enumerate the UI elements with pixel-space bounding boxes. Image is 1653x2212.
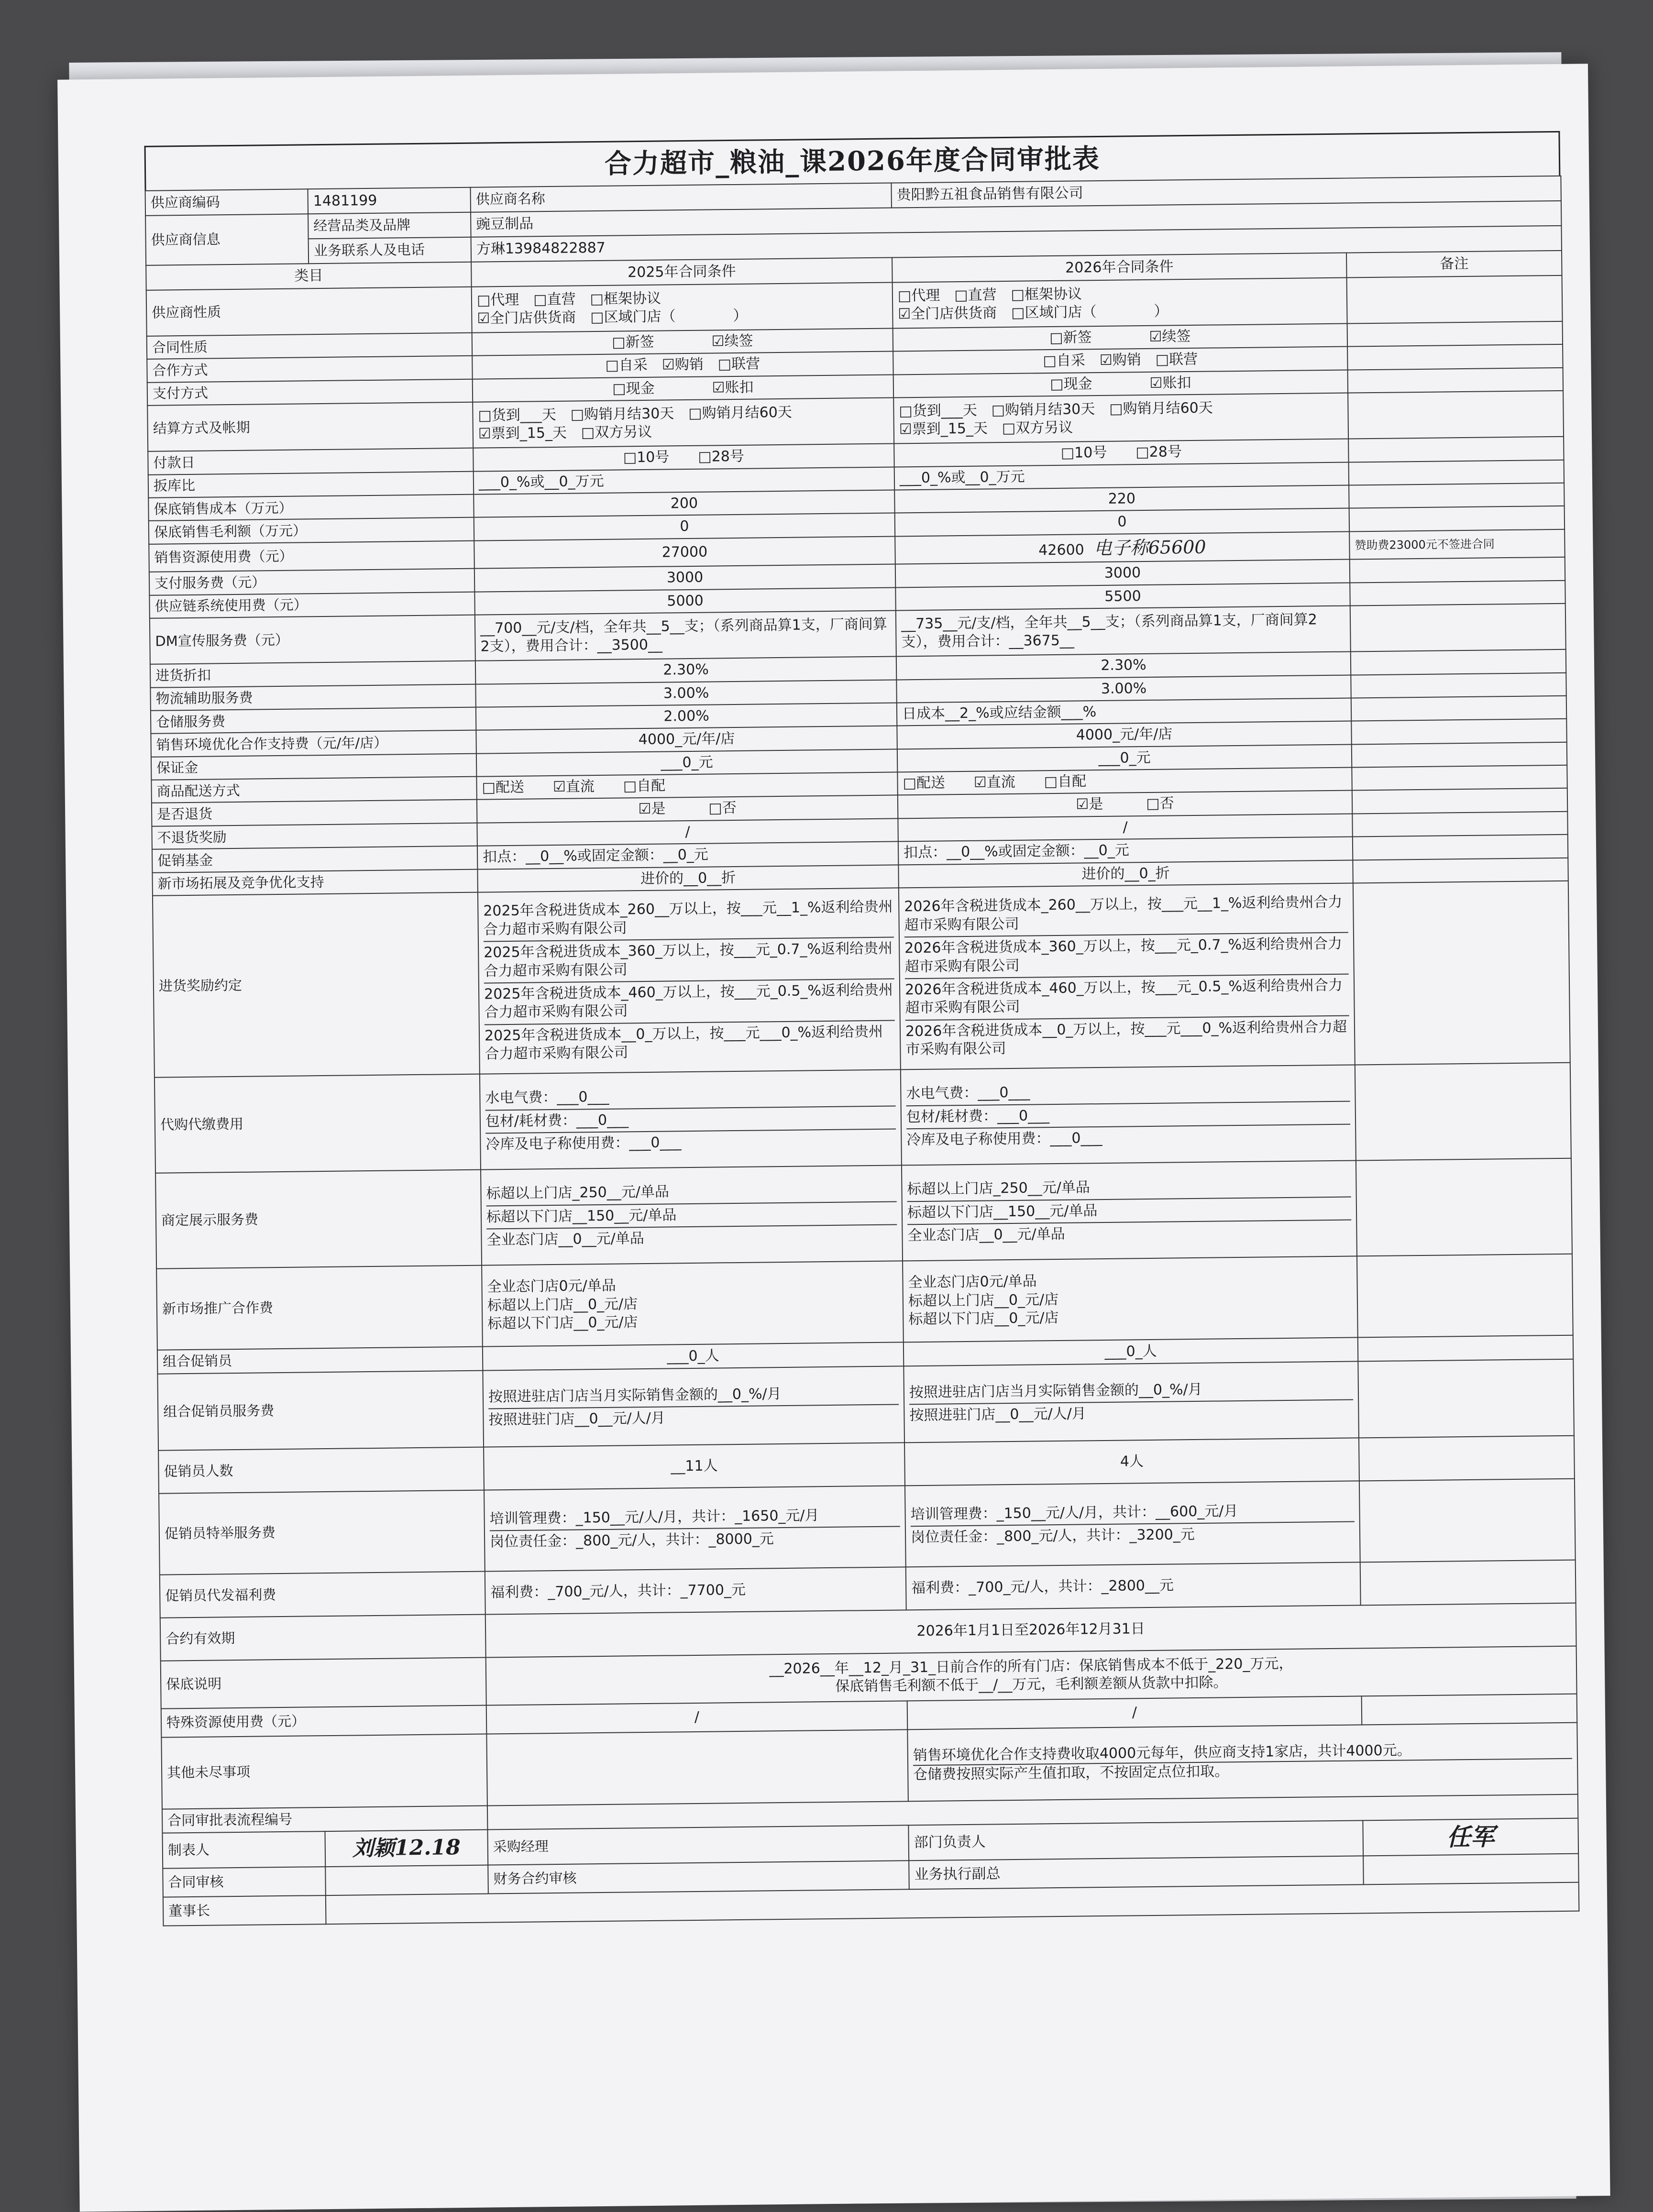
- rebate-label: 进货奖励约定: [153, 892, 480, 1078]
- remark: [1358, 1359, 1574, 1438]
- row-label: 物流辅助服务费: [150, 684, 475, 711]
- row-label: 保底销售毛利额（万元）: [149, 517, 474, 544]
- remark: [1352, 742, 1567, 767]
- value-2026: □代理 □直营 □框架协议 ☑全门店供货商 □区域门店（ ）: [893, 278, 1347, 329]
- rebate-2026-line: 2026年含税进货成本_460_万以上，按___元_0.5_%返利给贵州合力超市采购有限公司: [905, 975, 1349, 1021]
- maker-signature: 刘颖12.18: [325, 1830, 488, 1867]
- term-label: 合约有效期: [160, 1615, 486, 1661]
- value-2025: /: [477, 818, 898, 846]
- display-2025-line: 标超以下门店__150__元/单品: [486, 1202, 897, 1229]
- value-2025: ___0_元: [476, 749, 897, 777]
- rebate-2025-line: 2025年含税进货成本_260__万以上，按___元__1_%返利给贵州合力超市采购有限公司: [483, 896, 894, 942]
- brand-label: 经营品类及品牌: [308, 212, 471, 239]
- value-2026: □现金 ☑账扣: [893, 370, 1348, 397]
- rebate-2026-line: 2026年含税进货成本__0_万以上，按___元___0_%返利给贵州合力超市采购有限公司: [905, 1018, 1347, 1058]
- value-2026: __735__元/支/档，全年共__5__支；（系列商品算1支，厂商间算2支），费用合计：__3675__: [896, 606, 1351, 657]
- rebate-2026-line: 2026年含税进货成本_360_万以上，按___元_0.7_%返利给贵州合力超市采购有限公司: [904, 933, 1349, 979]
- row-label: 保底销售成本（万元）: [148, 495, 474, 521]
- value-2025: ☑是 □否: [477, 795, 898, 823]
- value-2026: 42600 电子称65600: [895, 531, 1350, 564]
- value-2026: ☑是 □否: [898, 791, 1352, 818]
- exec-label: 业务执行副总: [909, 1856, 1364, 1889]
- remark: [1351, 696, 1566, 721]
- remark: [1348, 437, 1564, 462]
- finance-label: 财务合约审核: [488, 1860, 909, 1893]
- value-2026: 2.30%: [896, 652, 1351, 680]
- value-2025: □自采 ☑购销 □联营: [472, 352, 893, 379]
- row-label: 扳库比: [148, 471, 474, 498]
- promoter-svc-2025-line: 培训管理费：_150__元/人/月，共计：_1650_元/月: [489, 1504, 900, 1531]
- special-2025: /: [486, 1701, 908, 1734]
- handwritten-note: 电子称65600: [1093, 536, 1206, 559]
- promoter-count-2025: __11人: [484, 1442, 905, 1490]
- row-label: 新市场拓展及竞争优化支持: [152, 869, 477, 896]
- brand-value: 豌豆制品: [471, 201, 1561, 237]
- remark: [1358, 1335, 1573, 1362]
- other-note-2: 仓储费按照实际产生值扣取，不按固定点位扣取。: [913, 1763, 1229, 1783]
- promoter-svc-2026: [905, 1481, 1360, 1567]
- value-2025: 2.30%: [475, 657, 896, 684]
- chair-label: 董事长: [163, 1895, 326, 1926]
- dept-signature: 任军: [1363, 1818, 1578, 1856]
- value-2026: □10号 □28号: [894, 439, 1348, 467]
- supplier-info-label: 供应商信息: [145, 214, 309, 265]
- display-2025-line: 全业态门店__0__元/单品: [486, 1230, 644, 1249]
- value-2025: 27000: [474, 536, 895, 569]
- value-2026: ___0_%或__0_万元: [894, 462, 1349, 490]
- value-2026: 日成本__2_%或应结金额___%: [897, 698, 1351, 726]
- form-title: 合力超市_粮油_课2026年度合同审批表: [144, 131, 1561, 190]
- row-label: 供应链系统使用费（元）: [149, 592, 474, 618]
- proxy-2025-line: 水电气费：___0___: [485, 1083, 895, 1111]
- display-2025: [481, 1165, 903, 1265]
- remark: [1351, 719, 1566, 744]
- row-label: 商品配送方式: [151, 777, 476, 803]
- promo-fee-2026-line: 按照进驻门店__0__元/人/月: [909, 1405, 1086, 1424]
- guarantee-line1: __2026__年__12_月_31_日前合作的所有门店：保底销售成本不低于_220_万元，: [769, 1655, 1293, 1678]
- value-2025: □10号 □28号: [473, 444, 894, 472]
- remark: [1357, 1254, 1573, 1338]
- promo-fee-2025: [483, 1366, 904, 1447]
- value-2026: 3000: [895, 560, 1350, 587]
- remark: [1359, 1479, 1576, 1563]
- audit-value: [325, 1865, 488, 1896]
- row-label: 保证金: [151, 753, 476, 780]
- column-2026: 2026年合同条件: [892, 253, 1346, 283]
- remark: [1350, 604, 1566, 652]
- remark: [1351, 672, 1566, 698]
- promoter-count-label: 促销员人数: [158, 1447, 484, 1494]
- newmarket-2026: 全业态门店0元/单品 标超以上门店__0_元/店 标超以下门店__0_元/店: [903, 1256, 1358, 1342]
- remark: [1348, 368, 1563, 393]
- value-2025: 0: [474, 513, 895, 541]
- promo-fee-label: 组合促销员服务费: [157, 1371, 484, 1451]
- rebate-2025: [478, 888, 901, 1074]
- other-note-1: 销售环境优化合作支持费收取4000元每年，供应商支持1家店，共计4000元。: [913, 1739, 1572, 1766]
- flow-label: 合同审批表流程编号: [162, 1806, 487, 1833]
- value-2025: 2.00%: [476, 703, 897, 730]
- remark: [1349, 460, 1564, 485]
- row-label: 供应商性质: [146, 287, 472, 336]
- newmarket-2025: 全业态门店0元/单品 标超以上门店__0_元/店 标超以下门店__0_元/店: [482, 1261, 904, 1346]
- exec-value: [1363, 1854, 1579, 1885]
- remark: [1352, 788, 1567, 814]
- proxy-2025-line: 冷库及电子称使用费：___0___: [485, 1134, 682, 1153]
- form-table: [145, 176, 1580, 1926]
- row-label: 付款日: [148, 448, 473, 475]
- supplier-code-label: 供应商编码: [145, 189, 309, 216]
- value-2026: 3.00%: [896, 675, 1351, 703]
- remark: [1351, 649, 1566, 675]
- remark: [1347, 275, 1563, 324]
- proxy-2026-line: 包材/耗材费：___0___: [906, 1101, 1350, 1129]
- proxy-2026-line: 冷库及电子称使用费：___0___: [906, 1130, 1102, 1149]
- value-2025: 4000_元/年/店: [476, 726, 897, 754]
- value-2025: □代理 □直营 □框架协议 ☑全门店供货商 □区域门店（ ）: [472, 282, 893, 332]
- value-2025: 扣点：__0__%或固定金额：__0_元: [477, 842, 898, 869]
- rebate-2025-line: 2025年含税进货成本__0_万以上，按___元___0_%返利给贵州合力超市采购有限公司: [484, 1023, 883, 1063]
- supplier-name: 贵阳黔五祖食品销售有限公司: [891, 176, 1561, 208]
- special-2026: /: [907, 1696, 1362, 1729]
- value-2025: □新签 ☑续签: [472, 328, 893, 356]
- remark: [1353, 858, 1568, 883]
- value-2026: 4000_元/年/店: [897, 721, 1351, 749]
- supplier-code: 1481199: [308, 187, 471, 214]
- promoter-svc-2025: [484, 1486, 906, 1571]
- display-2026-line: 标超以上门店_250__元/单品: [907, 1174, 1351, 1202]
- remark: [1352, 812, 1567, 837]
- remark: [1349, 483, 1564, 508]
- remark: [1348, 391, 1564, 439]
- remark: [1349, 506, 1565, 531]
- proxy-2026: [901, 1065, 1356, 1166]
- rebate-2025-line: 2025年含税进货成本_360_万以上，按___元_0.7_%返利给贵州合力超市采购有限公司: [484, 938, 894, 984]
- display-2026-line: 全业态门店__0__元/单品: [907, 1226, 1065, 1244]
- promo-staff-2025: ___0_人: [483, 1342, 904, 1370]
- contact-value: 方琳13984822887: [471, 226, 1562, 262]
- special-label: 特殊资源使用费（元）: [161, 1706, 487, 1738]
- row-label: 结算方式及帐期: [147, 402, 473, 451]
- remark: [1347, 344, 1563, 370]
- row-label: 进货折扣: [150, 661, 475, 688]
- guarantee-label: 保底说明: [161, 1658, 486, 1709]
- row-label: 支付方式: [147, 379, 473, 406]
- promoter-welfare-2025: 福利费：_700_元/人，共计：_7700_元: [485, 1567, 906, 1614]
- value-2026: 220: [894, 485, 1349, 513]
- row-label: 销售资源使用费（元）: [149, 540, 474, 572]
- remark: [1355, 1063, 1571, 1161]
- value-2026: □配送 ☑直流 □自配: [897, 768, 1352, 795]
- remark: [1347, 321, 1563, 347]
- dept-label: 部门负责人: [908, 1820, 1363, 1860]
- audit-label: 合同审核: [163, 1867, 326, 1897]
- promo-fee-2025-line: 按照进驻门店__0__元/人/月: [488, 1409, 665, 1429]
- value-2025: 200: [474, 490, 894, 517]
- rebate-2026-line: 2026年含税进货成本_260__万以上，按___元__1_%返利给贵州合力超市采购有限公司: [904, 891, 1348, 937]
- value-2026: □自采 ☑购销 □联营: [893, 347, 1347, 374]
- other-label: 其他未尽事项: [161, 1734, 487, 1809]
- value-2025: □配送 ☑直流 □自配: [476, 772, 897, 800]
- remark: [1350, 581, 1565, 606]
- newmarket-label: 新市场推广合作费: [156, 1266, 483, 1350]
- value-2026: ___0_元: [897, 744, 1352, 772]
- promoter-count-2026: 4人: [904, 1438, 1359, 1486]
- display-label: 商定展示服务费: [155, 1170, 482, 1269]
- promo-staff-label: 组合促销员: [157, 1347, 483, 1374]
- approval-form: [144, 131, 1579, 1926]
- value-2025: 进价的__0__折: [477, 865, 898, 892]
- value-2026: 进价的__0_折: [898, 860, 1353, 888]
- promo-fee-2026-line: 按照进驻店门店当月实际销售金额的__0_%/月: [909, 1377, 1353, 1405]
- remark: [1353, 881, 1570, 1065]
- display-2026: [902, 1160, 1357, 1261]
- value-2025: □现金 ☑账扣: [473, 374, 893, 402]
- value-2025: __700__元/支/档，全年共__5__支；（系列商品算1支，厂商间算2支），费用合计：__3500__: [475, 611, 896, 661]
- value-2025: 5000: [474, 587, 895, 615]
- value-2026: □新签 ☑续签: [893, 324, 1347, 352]
- contract-sheet: [57, 64, 1610, 2212]
- term-value: 2026年1月1日至2026年12月31日: [485, 1603, 1576, 1658]
- promo-fee-2026: [904, 1361, 1359, 1442]
- remark: [1350, 557, 1565, 583]
- row-label: 销售环境优化合作支持费（元/年/店）: [151, 730, 476, 757]
- supplier-name-label: 供应商名称: [470, 183, 891, 212]
- remark: [1359, 1436, 1575, 1481]
- value-2026: 0: [895, 508, 1349, 536]
- proxy-2025-line: 包材/耗材费：___0___: [485, 1106, 896, 1134]
- row-label: 仓储服务费: [151, 707, 476, 734]
- rebate-2025-line: 2025年含税进货成本_460_万以上，按___元_0.5_%返利给贵州合力超市采购有限公司: [484, 979, 895, 1025]
- other-2025: [486, 1729, 908, 1805]
- row-label: 促销基金: [152, 846, 477, 873]
- remark: 赞助费23000元不签进合同: [1349, 529, 1565, 560]
- remark: [1352, 765, 1567, 791]
- value-2026: □货到___天 □购销月结30天 □购销月结60天 ☑票到_15_天 □双方另议: [893, 393, 1348, 444]
- column-category: 类目: [146, 262, 472, 290]
- value-2025: 3000: [474, 564, 895, 592]
- column-remark: 备注: [1346, 251, 1562, 278]
- other-2026: [907, 1723, 1577, 1802]
- promoter-svc-2026-line: 岗位责任金：_800_元/人，共计：_3200_元: [910, 1526, 1195, 1546]
- value-2026: 5500: [895, 583, 1350, 610]
- display-2025-line: 标超以上门店_250__元/单品: [486, 1179, 896, 1206]
- column-2025: 2025年合同条件: [471, 258, 892, 287]
- promoter-svc-2026-line: 培训管理费：_150__元/人/月，共计：__600_元/月: [910, 1499, 1354, 1527]
- proxy-2025: [480, 1069, 902, 1169]
- proxy-2026-line: 水电气费：___0___: [906, 1078, 1350, 1106]
- rebate-2026: [899, 883, 1355, 1070]
- remark: [1353, 835, 1568, 860]
- promo-staff-2026: ___0_人: [904, 1337, 1358, 1366]
- manager-label: 采购经理: [487, 1825, 909, 1865]
- value-2025: □货到___天 □购销月结30天 □购销月结60天 ☑票到_15_天 □双方另议: [473, 398, 894, 448]
- row-label: 合同性质: [147, 333, 472, 360]
- remark: [1356, 1158, 1572, 1256]
- value-2026: 扣点：__0__%或固定金额：__0_元: [898, 837, 1353, 865]
- maker-label: 制表人: [162, 1831, 325, 1869]
- row-label: 是否退货: [152, 800, 477, 826]
- value-2025: 3.00%: [475, 680, 896, 707]
- value-2026: /: [898, 814, 1352, 841]
- row-label: 支付服务费（元）: [149, 569, 474, 595]
- row-label: 合作方式: [147, 356, 472, 383]
- proxy-label: 代购代缴费用: [154, 1074, 481, 1173]
- promoter-svc-2025-line: 岗位责任金：_800_元/人，共计：_8000_元: [489, 1530, 774, 1551]
- remark: [1362, 1694, 1577, 1725]
- guarantee-line2: 保底销售毛利额不低于__/__万元，毛利额差额从货款中扣除。: [835, 1674, 1228, 1695]
- promo-fee-2025-line: 按照进驻店门店当月实际销售金额的__0_%/月: [488, 1382, 899, 1409]
- value-2025: ___0_%或__0_万元: [474, 467, 894, 495]
- row-label: 不退货奖励: [152, 823, 477, 850]
- display-2026-line: 标超以下门店__150__元/单品: [907, 1197, 1351, 1225]
- promoter-welfare-2026: 福利费：_700_元/人，共计：_2800__元: [906, 1562, 1361, 1610]
- remark: [1360, 1560, 1576, 1606]
- contact-label: 业务联系人及电话: [309, 237, 472, 264]
- promoter-svc-label: 促销员特举服务费: [159, 1490, 485, 1575]
- promoter-welfare-label: 促销员代发福利费: [160, 1572, 485, 1618]
- row-label: DM宣传服务费（元）: [150, 615, 475, 664]
